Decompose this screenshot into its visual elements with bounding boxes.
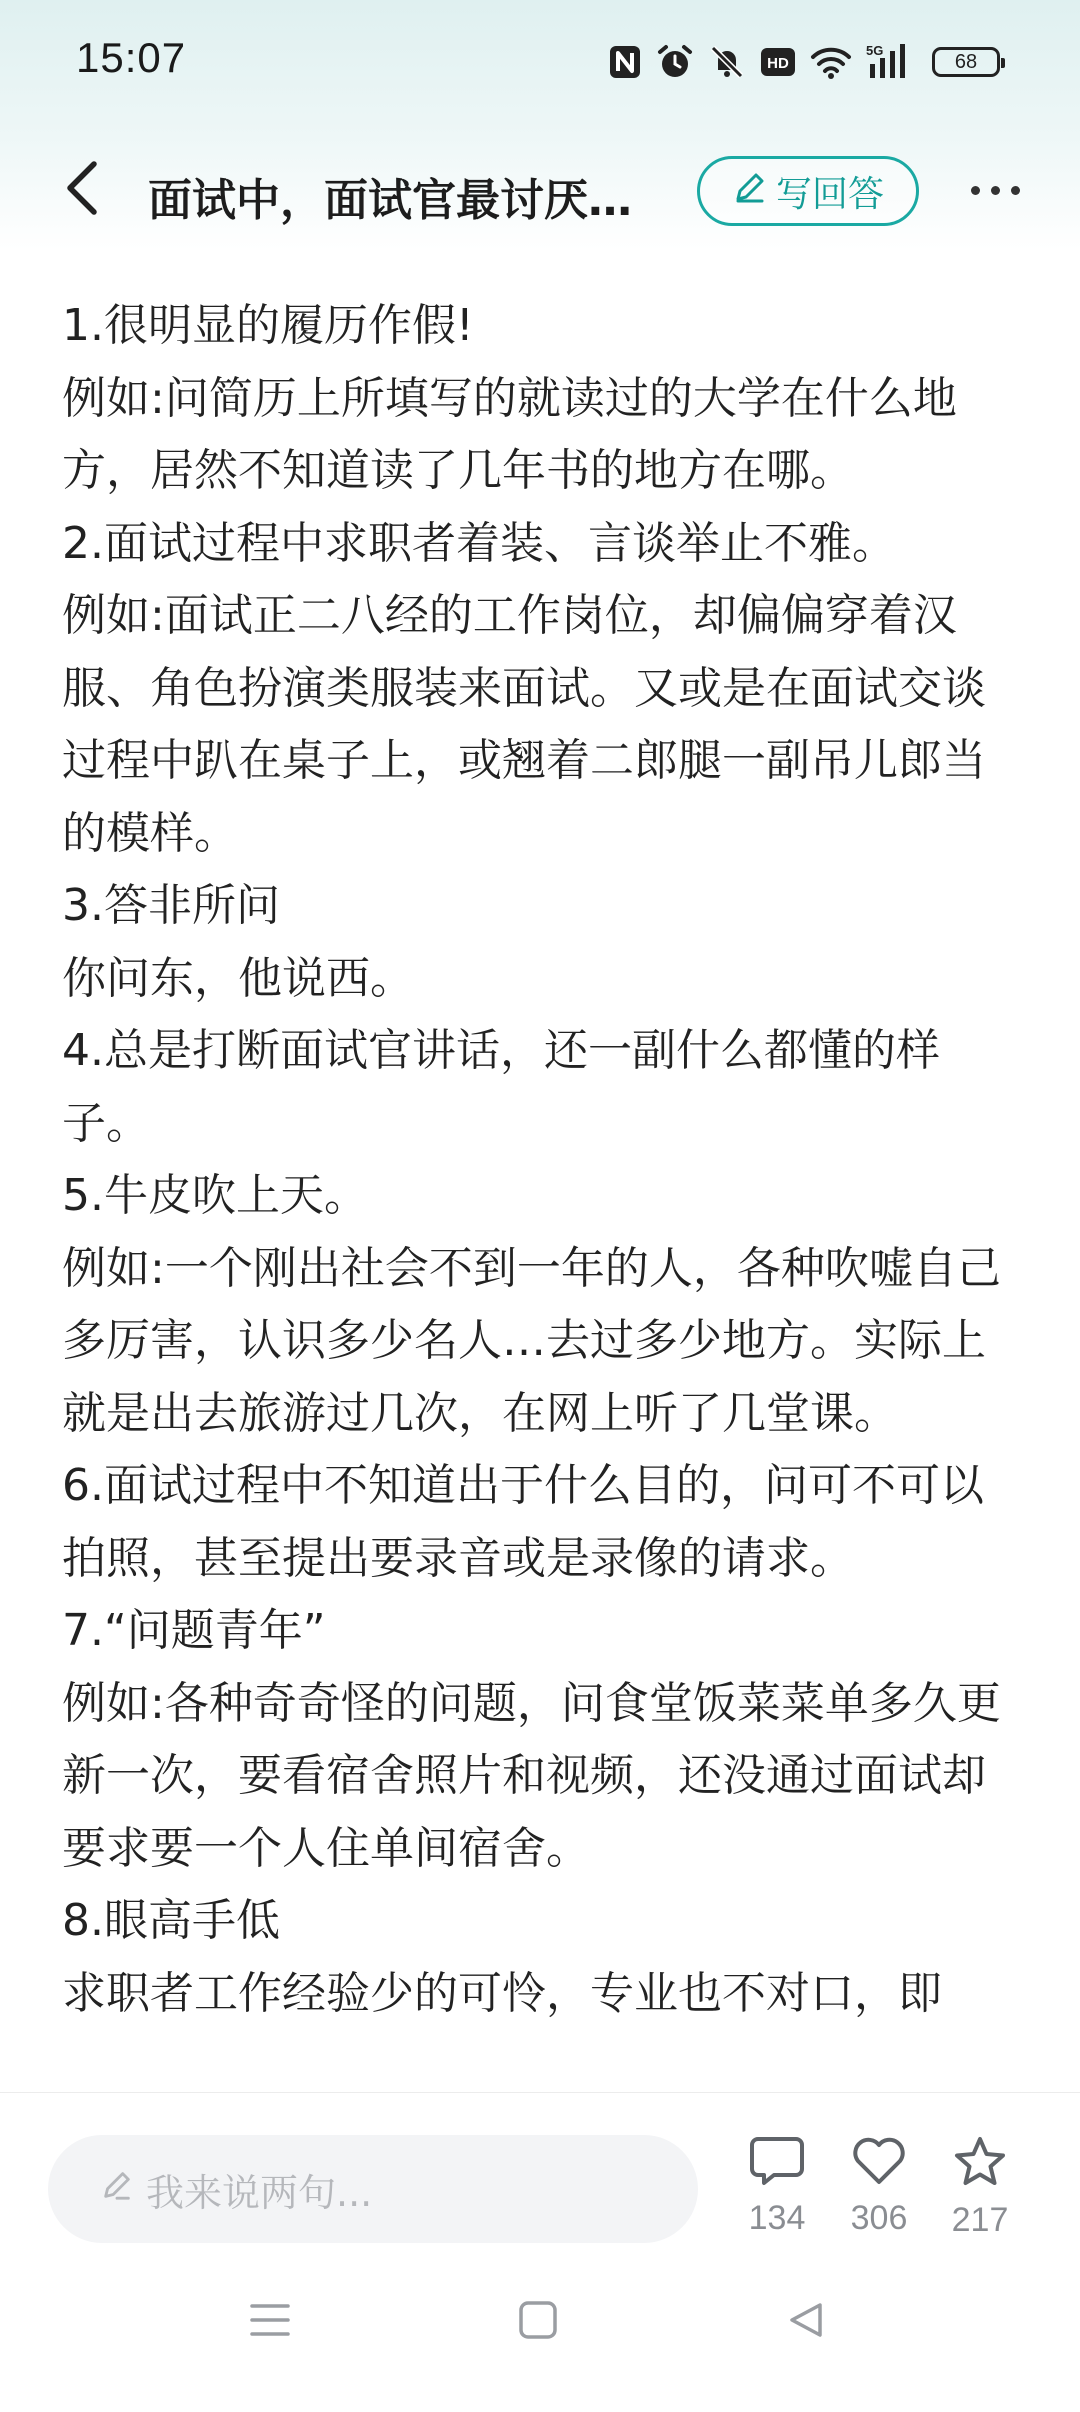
bottom-action-bar	[0, 2092, 1080, 2243]
nav-header	[0, 140, 1080, 240]
paragraph: 8.眼高手低	[62, 1895, 280, 1946]
5g-signal-icon	[866, 42, 918, 82]
paragraph: 2.面试过程中求职者着装、言谈举止不雅。	[62, 517, 896, 569]
menu-lines-icon	[248, 2300, 292, 2344]
paragraph: 例如:各种奇奇怪的问题，问食堂饭菜菜单多久更新一次，要看宿舍照片和视频，还没通过面试却要求要一个人住单间宿舍。	[62, 1677, 1001, 1874]
paragraph: 1.很明显的履历作假!	[62, 300, 474, 351]
page-title: 面试中，面试官最讨厌…	[148, 175, 632, 226]
pencil-icon	[100, 2167, 134, 2211]
likes-count: 306	[850, 2199, 908, 2237]
comment-placeholder: 我来说两句...	[146, 2170, 373, 2215]
paragraph: 6.面试过程中不知道出于什么目的，问可不可以拍照，甚至提出要录音或是录像的请求。	[62, 1460, 984, 1584]
home-button[interactable]	[508, 2292, 568, 2352]
back-arrow-icon	[62, 160, 102, 220]
battery-icon	[932, 47, 1000, 77]
paragraph: 3.答非所问	[62, 880, 280, 931]
svg-text:HD: HD	[767, 55, 789, 72]
comment-button[interactable]	[732, 2135, 822, 2255]
write-answer-label: 写回答	[775, 173, 884, 215]
paragraph: 例如:一个刚出社会不到一年的人，各种吹嘘自己多厉害，认识多少名人…去过多少地方。实际上就是出去旅游过几次，在网上听了几堂课。	[62, 1242, 1001, 1439]
paragraph: 4.总是打断面试官讲话，还一副什么都懂的样子。	[62, 1025, 940, 1149]
paragraph: 7.“问题青年”	[62, 1605, 326, 1656]
back-nav-button[interactable]	[776, 2292, 836, 2352]
pencil-icon	[732, 169, 768, 214]
svg-text:5G: 5G	[866, 43, 884, 58]
status-bar	[0, 0, 1080, 120]
alarm-icon	[656, 43, 694, 81]
recents-button[interactable]	[240, 2292, 300, 2352]
paragraph: 5.牛皮吹上天。	[62, 1170, 368, 1221]
paragraph: 例如:面试正二八经的工作岗位，却偏偏穿着汉服、角色扮演类服装来面试。又或是在面试交谈过程中趴在桌子上，或翘着二郎腿一副吊儿郎当的模样。	[62, 590, 986, 859]
system-nav-bar	[0, 2260, 1080, 2412]
comments-count: 134	[748, 2199, 806, 2237]
answer-content	[62, 290, 1024, 2090]
triangle-back-icon	[786, 2300, 826, 2344]
wifi-icon	[810, 44, 852, 80]
status-time: 15:07	[76, 34, 187, 81]
nfc-icon	[608, 44, 642, 80]
comment-input[interactable]	[48, 2135, 698, 2243]
more-button[interactable]	[960, 168, 1030, 212]
paragraph: 例如:问简历上所填写的就读过的大学在什么地方，居然不知道读了几年书的地方在哪。	[62, 372, 957, 496]
hd-icon	[760, 46, 796, 78]
favorites-count: 217	[951, 2201, 1009, 2239]
mute-icon	[708, 43, 746, 81]
paragraph: 你问东，他说西。	[62, 952, 414, 1004]
battery-level: 68	[954, 50, 978, 73]
write-answer-button[interactable]	[697, 156, 919, 226]
favorite-button[interactable]	[935, 2135, 1025, 2255]
comment-icon	[748, 2135, 806, 2191]
back-button[interactable]	[52, 160, 112, 220]
like-button[interactable]	[834, 2135, 924, 2255]
square-icon	[518, 2300, 558, 2344]
paragraph: 求职者工作经验少的可怜，专业也不对口，即	[62, 1967, 942, 2019]
more-horizontal-icon	[971, 186, 980, 195]
status-icons	[608, 40, 1000, 84]
heart-icon	[850, 2135, 908, 2191]
star-icon	[951, 2135, 1009, 2193]
